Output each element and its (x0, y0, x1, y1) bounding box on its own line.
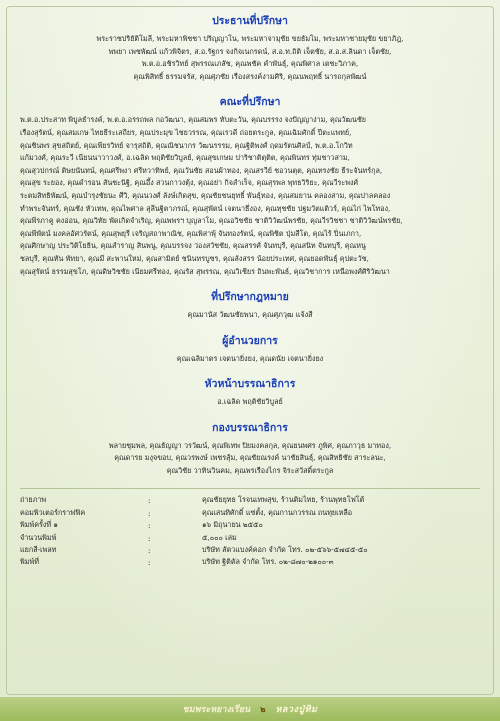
advisory-board-line: คุณพีพัตน์ มงคลอัศวรัตน์, คุณสุพยุรี เจริญสถาพาณิช, คุณพิสาพุ้ จันทองรัตน์, คุณพิชิต ปุ่มสีโต, คุณไร้ ปิ่นเภกา, (20, 228, 362, 238)
chief-editor-section (20, 375, 480, 409)
advisory-chair-line: พ.ต.อ.อชิรวิทย์ สุพรรณเภสัช, คุณพชัค คำพันธุ์, คุณพิศาล เตชะวิภาค, (141, 59, 359, 69)
advisory-board-line: แก้มวงศ์, คุณระวี เนียนนาวาวงศ์, อ.เฉลิด พฤติชัยวิบูลย์, คุณสุขเกษม ปาริชาติตุติต, คุณพินทร ทุ่มชาวสาม, (20, 153, 350, 163)
advisory-chair-line: คุณพิสิทธิ์ ธรรมจรัส, คุณศุภชัย เรืองสรงค์งามศิริ, คุณนพฤทธิ์ นารถกุลพัฒน์ (133, 71, 367, 81)
credit-colon: : (148, 521, 151, 531)
section-title: คณะที่ปรึกษา (219, 96, 281, 109)
editorial-board-line: พลายชุมพล, คุณธัญญา วรวัฒน์, คุณพิเทพ ปิยมงคลกุล, คุณยนพศร ภูพิศ, คุณภาวุธ มาทอง, (108, 440, 392, 450)
credit-colon: : (148, 496, 151, 506)
section-title: กองบรรณาธิการ (212, 421, 288, 434)
credit-row (20, 495, 480, 507)
advisory-board-section (20, 93, 480, 278)
section-title: ที่ปรึกษากฎหมาย (211, 291, 289, 304)
print-credits-table (20, 495, 480, 569)
credit-row (20, 532, 480, 544)
advisory-board-line: คุณพีรภาคู คงอ่อน, คุณวิทัย พัดเกิดจำเริญ, คุณพพรฯ บุญลาโม, คุณอวิชชัย ชาติวิวัฒน์พรชัย, คุณวีรวิชชา ชาติวิวัฒน์พรชัย, (20, 216, 403, 226)
advisory-board-line: ทำพระจันทร์, คุณชัง หัวเทพ, คุณไพศาล สุลีนฐิตาภรณ์, คุณสุพัตน์ เจตนาธึ่งอง, คุณทุชชัย ปฐมวัตแติวร์, คุณไก่ ไพโทอง, (20, 203, 391, 213)
credit-label: จำนวนพิมพ์ (20, 532, 57, 542)
editorial-board-line: คุณดารย มงุจขอบ, คุณวรพงษ์ เพชรสุ้ม, คุณชัยณรงค์ นาชัยสินธุ์, คุณสิทธิชัย สาระลนะ, (114, 453, 386, 463)
credit-label: คอมพิวเตอร์กราฟฟิค (20, 507, 86, 517)
section-title: หัวหน้าบรรณาธิการ (204, 378, 296, 391)
credit-colon: : (148, 545, 151, 555)
credit-value: บริษัท สัตวแบงค์คอก จำกัด โทร. ๐๒-๕๖๖-๕๗๔๕-๕๐ (202, 544, 368, 554)
credit-row (20, 519, 480, 531)
section-title: ผู้อำนวยการ (222, 334, 278, 347)
advisory-chair-section (20, 12, 480, 83)
credit-colon: : (148, 533, 151, 543)
advisory-chair-line: พพยา เพชพัฒน์ แก้วพิจิตร, ส.อ.รัฐกร จงกิจเนกรดน์, ส.อ.ท.ถิติ เจ็ตชัย, ส.อ.ส.ลินดา เจ็ตชัย, (108, 46, 392, 56)
section-divider (20, 488, 480, 489)
advisory-board-line: คุณชินพร สุขสถิตย์, คุณเพียรวิทย์ จารุสถิติ, คุณณิชนากร วัฒนรรรม, คุณฐิติพงศ์ ฤดมรัตนศิลป์, พ.ต.อ.โกวิท (20, 140, 353, 150)
page-footer (0, 697, 500, 721)
credit-label: พิมพ์ที่ (20, 557, 39, 567)
editorial-board-line: คุณวิชัย วาทินวินคม, คุณพรเรืองไกร จิระสวัสดิ์ตระกูล (166, 466, 334, 476)
editorial-board-section (20, 419, 480, 478)
legal-advisor-line: คุณมานัส วัฒนชัยพนา, คุณศุภวุฒ แจ้งสี (187, 310, 313, 320)
section-title: ประธานที่ปรึกษา (212, 15, 288, 27)
credit-row (20, 507, 480, 519)
footer-brand: หลวงปู่ทิม (275, 705, 318, 715)
credit-colon: : (148, 508, 151, 518)
advisory-board-line: คุณสุวปกรณ์ ติษยนันทน์, คุณศรีพงา ศรีหวาทิพย์, คุณวันชัย สอนผ้าทอง, คุณสรวีย์ ชอวนตุต, คุณทรงชัย ธีระจันทร์กุล, (20, 165, 383, 175)
credit-row (20, 544, 480, 556)
credit-value: คุณเสนทิศักดิ์ แซ่ตั้ง, คุณกานกวรรณ ถนทุยเหลือ (202, 507, 353, 517)
advisory-board-line: ชลบุรี, คุณทัน พัทยา, คุณมี สะพานใหม่, คุณสามิตย์ ชนินทรบูชร, คุณลังสรร น้อยประเทศ, คุณยอดพันธุ์ คุปตะวัช, (20, 253, 369, 263)
advisory-board-line: ระตมสิทธิพัฒน์, คุณบำรุงชัยนะ ศีวิ, คุณนวงศ์ ลังษ์เกิดสุข, คุณชัยชนยุทธิ์ พันธุ์ทอง, คุณสมยาน คลองสาม, คุณปาลคลอง (20, 190, 391, 200)
chief-editor-line: อ.เฉลิด พฤติชัยวิบูลย์ (217, 397, 283, 407)
credit-value: ๑๖ มิถุนายน ๒๕๕๐ (202, 520, 263, 530)
credit-row (20, 557, 480, 569)
director-line: คุณเฉลิมาตร เจตนายิ่งยง, คุณดนัย เจตนายิ่งยง (176, 353, 324, 363)
advisory-board-line: คุณสุข ระยอง, คุณดำรอน สันชะนิฐิ, คุณอึ้ง สวนกาวงตุ้ง, คุณอย่า กิจสำเร็จ, คุณสุรพล พุทธวิริยะ, คุณวีระพงศ์ (20, 178, 359, 188)
footer-magazine-title: ชมพระหยางเรียน (182, 705, 251, 715)
advisory-chair-line: พระราชปริยัติโมลี, พระมหาพิชชา ปริญญาโน, พระมหาจามุชัย ขยธัมโม, พระมหาชายมุชัย ขยาภิฎ, (96, 34, 404, 43)
credit-label: ถ่ายภาพ (20, 495, 47, 505)
advisory-board-line: คุณศิกษาญ ประวิติโยธิน, คุณสำราญ สินพนู, คุณบรรจง ว่องสวัชชัย, คุณสรรศ์ จันทบุรี, คุณสนิท จันทบุรี, คุณหนู (20, 241, 366, 251)
credits-content (20, 12, 480, 569)
credit-value: คุณชัยยุทธ โรจนเทพสุข, ร้านติมไทย, ร้านพุทธโฟโต้ (202, 495, 365, 505)
advisory-board-line: เรืองสุรัตน์, คุณสมเกษ ไทยธีระเสถียร, คุณประมุข ไชยวรรณ, คุณเรวดี ถ่อยตระกูล, คุณเฉิมศักดิ์ ปีตะแพทย์, (20, 127, 352, 137)
credit-value: บริษัท ฐิติตัล จำกัด โทร. ๐๒-๘๗๐-๒๑๐๐-๓ (202, 557, 334, 567)
credit-label: พิมพ์ครั้งที่ ๑ (20, 520, 58, 530)
advisory-board-line: คุณสุรัตน์ ธรรมสุขโภ, คุณดิษวิชชัย เนียมศรีทอง, คุณรัส สุพรรณ, คุณวิเชียร ถินพะพันธ์, คุณวิชาการ เหนือพงศ์ศิริวัฒนา (20, 266, 390, 276)
credit-value: ๕,๐๐๐ เล่ม (202, 532, 237, 542)
legal-advisor-section (20, 288, 480, 322)
page-number: ๒ (260, 704, 266, 714)
director-section (20, 332, 480, 366)
advisory-board-line: พ.ต.อ.ประสาท พิบูลธำรงค์, พ.ต.อ.อรรถพล กอวัฒนา, คุณสมพร ทับตะวัน, คุณบรรรง จงปัญญาง่าม, คุณวัฒนชัย (20, 115, 366, 125)
credit-label: แยกสี-เพลท (20, 544, 57, 554)
credit-colon: : (148, 558, 151, 568)
